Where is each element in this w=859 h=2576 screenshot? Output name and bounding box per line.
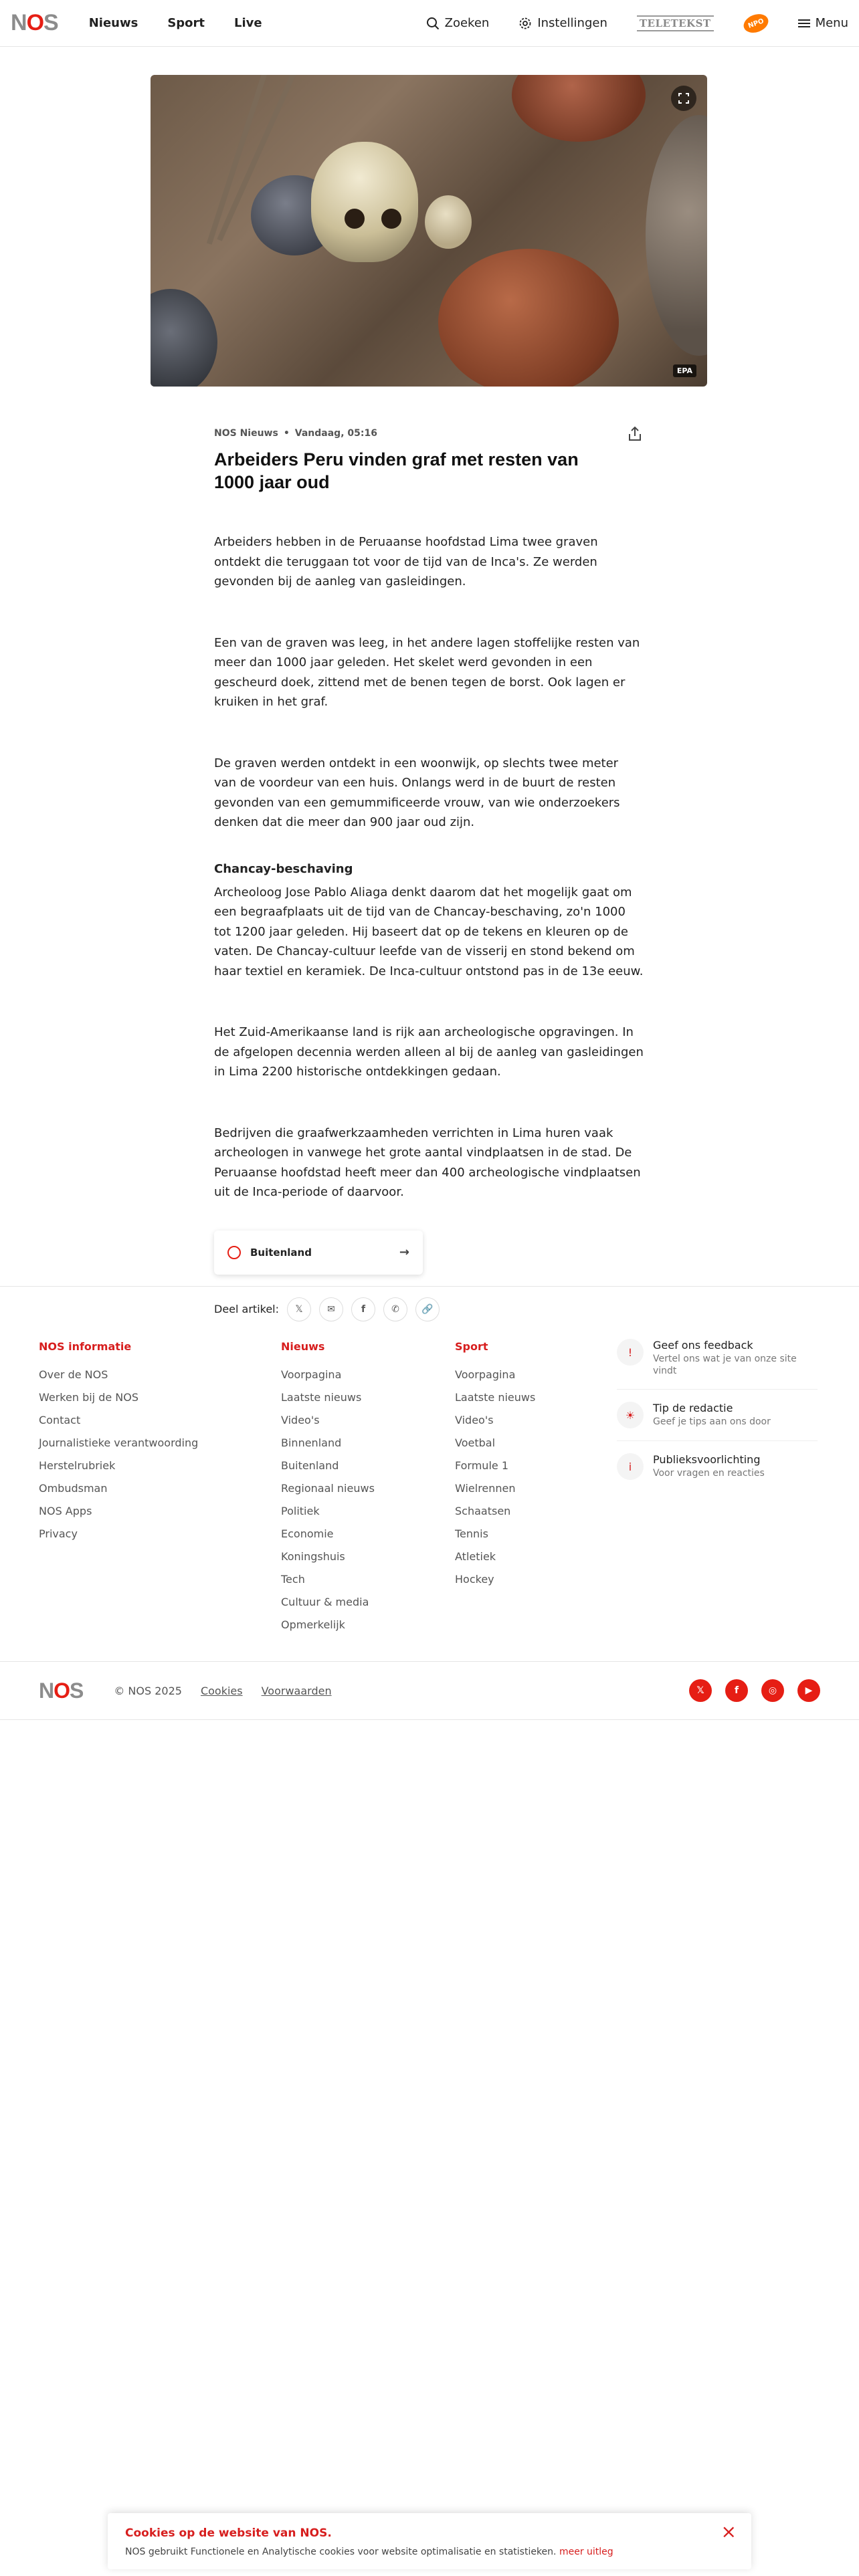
image-detail	[151, 289, 217, 387]
footer-link[interactable]: Voorpagina	[455, 1368, 516, 1381]
social-links	[689, 1679, 820, 1702]
image-detail	[646, 115, 707, 356]
site-header	[0, 0, 859, 47]
info-icon: i	[617, 1453, 644, 1480]
footer-contact-list	[617, 1339, 818, 1504]
copyright: © NOS 2025	[114, 1684, 182, 1697]
nav-nieuws[interactable]: Nieuws	[88, 16, 138, 30]
instagram-icon[interactable]: ◎	[761, 1679, 784, 1702]
article-meta	[214, 428, 644, 439]
footer-link[interactable]: NOS Apps	[39, 1505, 92, 1517]
globe-icon	[227, 1246, 241, 1259]
whatsapp-icon: ✆	[391, 1303, 399, 1315]
cookie-more-link[interactable]: meer uitleg	[559, 2547, 613, 2557]
footer-col-info	[39, 1340, 198, 1545]
search-button[interactable]: Zoeken	[426, 16, 490, 30]
footer-link[interactable]: Video's	[455, 1414, 494, 1426]
cookie-text: NOS gebruikt Functionele en Analytische cookies voor website optimalisatie en statistieken. meer uitleg	[125, 2547, 613, 2557]
x-icon: 𝕏	[295, 1303, 303, 1315]
cookie-banner	[108, 2513, 751, 2569]
publieksvoorlichting-link[interactable]: i Publieksvoorlichting Voor vragen en reacties	[617, 1453, 818, 1492]
footer-link[interactable]: Voetbal	[455, 1436, 496, 1449]
footer-link[interactable]: Laatste nieuws	[281, 1391, 362, 1404]
footer-link[interactable]: Laatste nieuws	[455, 1391, 536, 1404]
footer-link[interactable]: Privacy	[39, 1527, 78, 1540]
share-label: Deel artikel:	[214, 1303, 280, 1315]
article-subheading: Chancay-beschaving	[214, 861, 353, 876]
menu-button[interactable]: Menu	[798, 16, 848, 30]
image-detail	[345, 209, 365, 229]
footer-col-nieuws	[281, 1340, 375, 1636]
article-paragraph: Het Zuid-Amerikaanse land is rijk aan archeologische opgravingen. In de afgelopen decennia werden alleen al bij de aanleg van gasleidingen in Lima 2200 historische ontdekkingen gedaan.	[214, 1025, 644, 1079]
category-tag-buitenland[interactable]: Buitenland →	[214, 1230, 423, 1275]
x-icon[interactable]: 𝕏	[689, 1679, 712, 1702]
cookies-link[interactable]: Cookies	[200, 1684, 243, 1697]
article-title: Arbeiders Peru vinden graf met resten van 1000 jaar oud	[214, 449, 579, 492]
nav-sport[interactable]: Sport	[167, 16, 205, 30]
main-nav	[89, 16, 262, 30]
mail-icon: ✉	[327, 1303, 335, 1315]
footer-link[interactable]: Hockey	[455, 1573, 494, 1586]
footer-col-sport	[455, 1340, 535, 1591]
footer-link[interactable]: Contact	[39, 1414, 81, 1426]
footer-nos-logo[interactable]: NOS	[39, 1678, 84, 1703]
article-paragraph: Een van de graven was leeg, in het andere lagen stoffelijke resten van meer dan 1000 jaar geleden. Het skelet werd gevonden in een gescheurd doek, zittend met de benen tegen de borst. Ook lagen er kruiken in het graf.	[214, 635, 640, 709]
footer-link[interactable]: Tech	[281, 1573, 305, 1586]
article	[214, 428, 644, 1321]
footer-link[interactable]: Binnenland	[281, 1436, 342, 1449]
footer-link[interactable]: Atletiek	[455, 1550, 496, 1563]
image-detail	[425, 195, 472, 249]
gear-icon	[518, 17, 532, 30]
image-detail	[438, 249, 619, 387]
image-credit: EPA	[673, 364, 696, 377]
article-source: NOS Nieuws	[214, 428, 278, 439]
facebook-icon: f	[361, 1303, 366, 1315]
footer-link[interactable]: Voorpagina	[281, 1368, 342, 1381]
footer-link[interactable]: Wielrennen	[455, 1482, 516, 1495]
footer-link[interactable]: Herstelrubriek	[39, 1459, 116, 1472]
cookie-title: Cookies op de website van NOS.	[125, 2527, 332, 2540]
footer-heading: NOS informatie	[39, 1340, 132, 1353]
article-paragraph: De graven werden ontdekt in een woonwijk, op slechts twee meter van de voordeur van een huis. Onlangs werd in de buurt de resten gevonden van een gemummificeerde vrouw, van wie onderzoekers denken dat die meer dan 900 jaar oud zijn.	[214, 756, 620, 829]
footer-link[interactable]: Journalistieke verantwoording	[39, 1436, 199, 1449]
footer-link[interactable]: Opmerkelijk	[281, 1618, 345, 1631]
expand-icon	[678, 93, 689, 104]
nav-live[interactable]: Live	[234, 16, 262, 30]
nos-logo[interactable]: N O S	[11, 10, 58, 35]
footer-link[interactable]: Regionaal nieuws	[281, 1482, 375, 1495]
footer-heading: Sport	[455, 1340, 488, 1353]
search-icon	[426, 17, 440, 30]
article-paragraph: Bedrijven die graafwerkzaamheden verrichten in Lima huren vaak archeologen in vanwege het grote aantal vindplaatsen in de stad. De Peruaanse hoofdstad heeft meer dan 400 archeologische vindplaatsen uit de Inca-periode of daarvoor.	[214, 1125, 641, 1199]
header-actions	[426, 15, 848, 32]
footer-link[interactable]: Politiek	[281, 1505, 320, 1517]
close-icon[interactable]: ×	[721, 2520, 737, 2543]
facebook-icon[interactable]: f	[725, 1679, 748, 1702]
npo-logo[interactable]: NPO	[741, 11, 771, 35]
terms-link[interactable]: Voorwaarden	[261, 1684, 332, 1697]
meta-separator: •	[283, 428, 290, 439]
hamburger-icon	[798, 18, 810, 29]
footer-link[interactable]: Koningshuis	[281, 1550, 345, 1563]
footer-link[interactable]: Schaatsen	[455, 1505, 511, 1517]
footer-link[interactable]: Formule 1	[455, 1459, 508, 1472]
youtube-icon[interactable]: ▶	[797, 1679, 820, 1702]
fullscreen-button[interactable]	[671, 86, 696, 111]
footer-link[interactable]: Ombudsman	[39, 1482, 108, 1495]
footer-link[interactable]: Over de NOS	[39, 1368, 108, 1381]
tip-link[interactable]: ☀ Tip de redactie Geef je tips aan ons door	[617, 1402, 818, 1441]
feedback-link[interactable]: ! Geef ons feedback Vertel ons wat je van onze site vindt	[617, 1339, 818, 1390]
link-icon: 🔗	[421, 1303, 434, 1315]
footer-link[interactable]: Video's	[281, 1414, 320, 1426]
teletekst-link[interactable]: TELETEKST	[637, 15, 714, 31]
hero-image[interactable]	[151, 75, 707, 387]
image-detail	[311, 142, 418, 262]
footer-bottom	[0, 1661, 859, 1720]
site-footer	[0, 1286, 859, 1719]
arrow-right-icon: →	[399, 1245, 409, 1259]
lightbulb-icon: ☀	[617, 1402, 644, 1428]
image-detail	[381, 209, 401, 229]
article-paragraph: Arbeiders hebben in de Peruaanse hoofdstad Lima twee graven ontdekt die teruggaan tot voor de tijd van de Inca's. Ze werden gevonden bij de aanleg van gasleidingen.	[214, 535, 598, 588]
article-time: Vandaag, 05:16	[294, 428, 377, 439]
footer-legal	[114, 1685, 331, 1697]
footer-link[interactable]: Tennis	[455, 1527, 488, 1540]
footer-link[interactable]: Buitenland	[281, 1459, 339, 1472]
share-icon[interactable]	[626, 425, 644, 443]
article-paragraph: Archeoloog Jose Pablo Aliaga denkt daarom dat het mogelijk gaat om een begraafplaats uit de tijd van de Chancay-beschaving, zo'n 1000 tot 1200 jaar geleden. Hij baseert dat op de tekens en kleuren op de vaten. De Chancay-cultuur leefde van de visserij en stond bekend om haar textiel en keramiek. De Inca-cultuur ontstond pas in de 13e eeuw.	[214, 885, 644, 978]
footer-link[interactable]: Cultuur & media	[281, 1596, 369, 1608]
footer-link[interactable]: Economie	[281, 1527, 334, 1540]
footer-link[interactable]: Werken bij de NOS	[39, 1391, 139, 1404]
footer-heading: Nieuws	[281, 1340, 325, 1353]
image-detail	[512, 75, 646, 142]
chat-icon: !	[617, 1339, 644, 1366]
settings-button[interactable]: Instellingen	[518, 16, 607, 30]
